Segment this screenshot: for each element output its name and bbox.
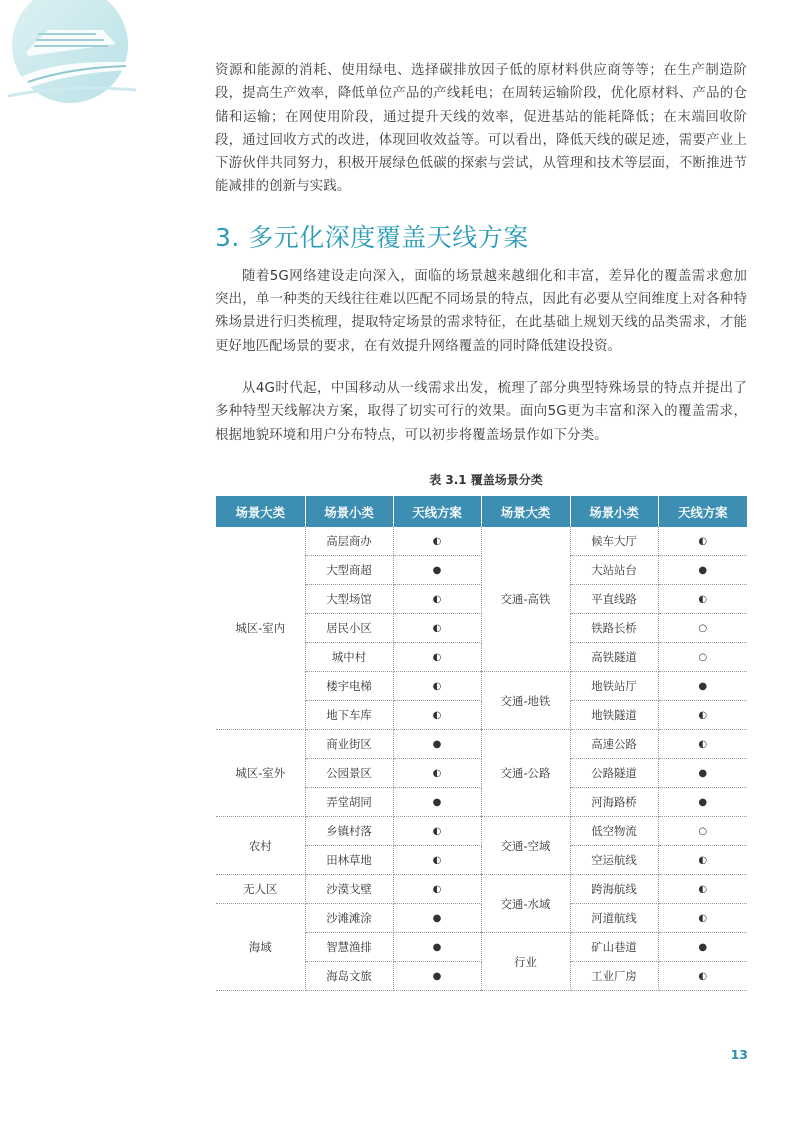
antenna-plan-symbol: ◐ bbox=[393, 643, 481, 672]
table-row bbox=[216, 730, 747, 759]
scene-category: 无人区 bbox=[216, 875, 305, 904]
scene-subcategory: 地铁站厅 bbox=[570, 672, 658, 701]
scene-subcategory: 河海路桥 bbox=[570, 788, 658, 817]
scene-subcategory: 高铁隧道 bbox=[570, 643, 658, 672]
header-subcategory: 场景小类 bbox=[570, 496, 658, 527]
table-row bbox=[216, 527, 747, 556]
scene-subcategory: 公园景区 bbox=[305, 759, 393, 788]
antenna-plan-symbol: ● bbox=[658, 556, 747, 585]
antenna-plan-symbol: ● bbox=[393, 933, 481, 962]
section-paragraph-2: 从4G时代起，中国移动从一线需求出发，梳理了部分典型特殊场景的特点并提出了多种特型天线解决方案，取得了切实可行的效果。面向5G更为丰富和深入的覆盖需求，根据地貌环境和用户分布特点，可以初步将覆盖场景作如下分类。 bbox=[215, 380, 747, 443]
antenna-plan-symbol: ◐ bbox=[393, 701, 481, 730]
coverage-scene-table bbox=[216, 496, 747, 991]
header-category: 场景大类 bbox=[481, 496, 570, 527]
antenna-plan-symbol: ● bbox=[393, 904, 481, 933]
corner-illustration bbox=[8, 0, 138, 110]
antenna-plan-symbol: ● bbox=[393, 788, 481, 817]
scene-subcategory: 乡镇村落 bbox=[305, 817, 393, 846]
antenna-plan-symbol: ● bbox=[658, 933, 747, 962]
main-content bbox=[215, 59, 747, 488]
antenna-plan-symbol: ◐ bbox=[658, 904, 747, 933]
header-category: 场景大类 bbox=[216, 496, 305, 527]
antenna-plan-symbol: ◐ bbox=[658, 962, 747, 991]
scene-subcategory: 跨海航线 bbox=[570, 875, 658, 904]
header-subcategory: 场景小类 bbox=[305, 496, 393, 527]
scene-category: 城区-室外 bbox=[216, 730, 305, 817]
section-paragraph-1: 随着5G网络建设走向深入，面临的场景越来越细化和丰富，差异化的覆盖需求愈加突出，单一种类的天线往往难以匹配不同场景的特点，因此有必要从空间维度上对各种特殊场景进行归类梳理，提取特定场景的需求特征，在此基础上规划天线的品类需求，才能更好地匹配场景的要求，在有效提升网络覆盖的同时降低建设投资。 bbox=[215, 268, 747, 354]
scene-subcategory: 河道航线 bbox=[570, 904, 658, 933]
scene-subcategory: 矿山巷道 bbox=[570, 933, 658, 962]
scene-subcategory: 低空物流 bbox=[570, 817, 658, 846]
scene-category: 交通-高铁 bbox=[481, 527, 570, 672]
scene-subcategory: 智慧渔排 bbox=[305, 933, 393, 962]
scene-subcategory: 沙滩滩涂 bbox=[305, 904, 393, 933]
table-caption: 表 3.1 覆盖场景分类 bbox=[429, 472, 543, 487]
scene-subcategory: 大型商超 bbox=[305, 556, 393, 585]
antenna-plan-symbol: ○ bbox=[658, 643, 747, 672]
scene-subcategory: 楼宇电梯 bbox=[305, 672, 393, 701]
paragraph-continued: 资源和能源的消耗、使用绿电、选择碳排放因子低的原材料供应商等等；在生产制造阶段，提高生产效率，降低单位产品的产线耗电；在周转运输阶段，优化原材料、产品的仓储和运输；在网使用阶段，通过提升天线的效率，促进基站的能耗降低；在末端回收阶段，通过回收方式的改进，体现回收效益等。可以看出，降低天线的碳足迹，需要产业上下游伙伴共同努力，积极开展绿色低碳的探索与尝试，从管理和技术等层面，不断推进节能减排的创新与实践。 bbox=[215, 63, 747, 195]
antenna-plan-symbol: ○ bbox=[658, 817, 747, 846]
scene-subcategory: 高速公路 bbox=[570, 730, 658, 759]
scene-category: 交通-公路 bbox=[481, 730, 570, 817]
table-row bbox=[216, 817, 747, 846]
scene-subcategory: 公路隧道 bbox=[570, 759, 658, 788]
page-number: 13 bbox=[730, 1047, 748, 1062]
scene-category: 交通-空域 bbox=[481, 817, 570, 875]
antenna-plan-symbol: ● bbox=[393, 962, 481, 991]
antenna-plan-symbol: ◐ bbox=[658, 701, 747, 730]
scene-category: 交通-水域 bbox=[481, 875, 570, 933]
scene-subcategory: 商业街区 bbox=[305, 730, 393, 759]
scene-subcategory: 铁路长桥 bbox=[570, 614, 658, 643]
scene-category: 城区-室内 bbox=[216, 527, 305, 730]
antenna-plan-symbol: ◐ bbox=[658, 875, 747, 904]
table-row bbox=[216, 875, 747, 904]
scene-category: 海域 bbox=[216, 904, 305, 991]
antenna-plan-symbol: ● bbox=[393, 556, 481, 585]
scene-subcategory: 地下车库 bbox=[305, 701, 393, 730]
antenna-plan-symbol: ◐ bbox=[393, 672, 481, 701]
scene-subcategory: 高层商办 bbox=[305, 527, 393, 556]
scene-subcategory: 大型场馆 bbox=[305, 585, 393, 614]
scene-subcategory: 海岛文旅 bbox=[305, 962, 393, 991]
scene-subcategory: 居民小区 bbox=[305, 614, 393, 643]
antenna-plan-symbol: ● bbox=[658, 672, 747, 701]
scene-subcategory: 大站站台 bbox=[570, 556, 658, 585]
antenna-plan-symbol: ◐ bbox=[658, 846, 747, 875]
scene-subcategory: 平直线路 bbox=[570, 585, 658, 614]
scene-subcategory: 空运航线 bbox=[570, 846, 658, 875]
scene-subcategory: 沙漠戈壁 bbox=[305, 875, 393, 904]
scene-subcategory: 地铁隧道 bbox=[570, 701, 658, 730]
scene-subcategory: 城中村 bbox=[305, 643, 393, 672]
antenna-plan-symbol: ◐ bbox=[393, 585, 481, 614]
antenna-plan-symbol: ◐ bbox=[393, 846, 481, 875]
antenna-plan-symbol: ◐ bbox=[393, 875, 481, 904]
antenna-plan-symbol: ◐ bbox=[658, 585, 747, 614]
antenna-plan-symbol: ◐ bbox=[658, 730, 747, 759]
antenna-plan-symbol: ◐ bbox=[393, 759, 481, 788]
table-header-row bbox=[216, 496, 747, 527]
scene-subcategory: 工业厂房 bbox=[570, 962, 658, 991]
scene-subcategory: 候车大厅 bbox=[570, 527, 658, 556]
antenna-plan-symbol: ◐ bbox=[393, 527, 481, 556]
antenna-plan-symbol: ○ bbox=[658, 614, 747, 643]
antenna-plan-symbol: ● bbox=[658, 788, 747, 817]
header-antenna-plan: 天线方案 bbox=[658, 496, 747, 527]
antenna-plan-symbol: ◐ bbox=[658, 527, 747, 556]
antenna-plan-symbol: ◐ bbox=[393, 817, 481, 846]
antenna-plan-symbol: ● bbox=[658, 759, 747, 788]
scene-category: 交通-地铁 bbox=[481, 672, 570, 730]
scene-subcategory: 田林草地 bbox=[305, 846, 393, 875]
scene-category: 农村 bbox=[216, 817, 305, 875]
scene-subcategory: 弄堂胡同 bbox=[305, 788, 393, 817]
header-antenna-plan: 天线方案 bbox=[393, 496, 481, 527]
antenna-plan-symbol: ◐ bbox=[393, 614, 481, 643]
antenna-plan-symbol: ● bbox=[393, 730, 481, 759]
scene-category: 行业 bbox=[481, 933, 570, 991]
section-title: 3. 多元化深度覆盖天线方案 bbox=[215, 222, 529, 252]
